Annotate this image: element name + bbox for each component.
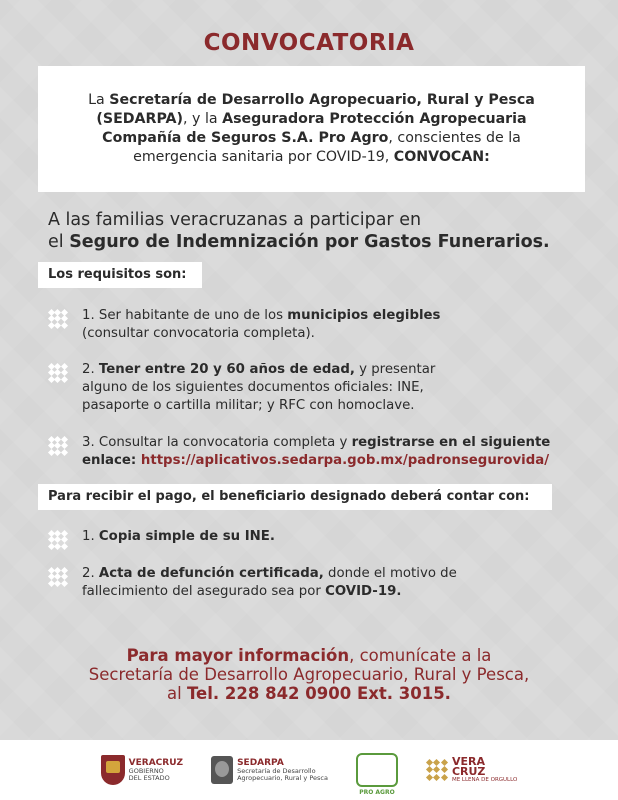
diamond-pattern-icon [48,436,68,456]
page-title: CONVOCATORIA [203,30,415,56]
requirement-item: 3. Consultar la convocatoria completa y registrarse en el siguiente enlace: https://aplicativos.sedarpa.gob.mx/padronsegurovida/ [48,434,588,470]
payment-item: 2. Acta de defunción certificada, donde el motivo de fallecimiento del asegurado sea por COVID-19. [48,565,468,601]
veracruz-government-logo: VERACRUZ GOBIERNO DEL ESTADO [101,755,183,785]
coat-of-arms-icon [101,755,125,785]
diamond-pattern-icon [48,309,68,329]
requirement-item: 2. Tener entre 20 y 60 años de edad, y presentar alguno de los siguientes documentos oficiales: INE, pasaporte o cartilla militar; y RFC con homoclave. [48,361,478,415]
veracruz-logo: VERA CRUZ ME LLENA DE ORGULLO [426,757,517,783]
payment-label: Para recibir el pago, el beneficiario designado deberá contar con: [38,484,552,510]
contact-info: Para mayor información, comunícate a la Secretaría de Desarrollo Agropecuario, Rural y Pesca, al Tel. 228 842 0900 Ext. 3015. [88,646,530,703]
diamond-pattern-icon [48,363,68,383]
diamond-pattern-icon [48,530,68,550]
requirements-label: Los requisitos son: [38,262,202,288]
diamond-pattern-icon [48,567,68,587]
intro-text: La Secretaría de Desarrollo Agropecuario, Rural y Pesca (SEDARPA), y la Aseguradora Protección Agropecuaria Compañía de Seguros S.A. Pro Agro, conscientes de la emergencia sanitaria por COVID-19, CONVOCAN: [88,92,535,165]
proagro-emblem-icon: PRO AGRO [356,753,398,787]
payment-item: 1. Copia simple de su INE. [48,528,468,550]
headline: A las familias veracruzanas a participar en el Seguro de Indemnización por Gastos Funerarios. [48,210,550,252]
logo-bar [0,740,618,800]
sedarpa-emblem-icon [211,756,233,784]
sedarpa-logo: SEDARPA Secretaría de Desarrollo Agropecuario, Rural y Pesca [211,756,328,784]
proagro-logo [356,753,398,796]
diamond-pattern-icon [426,759,448,781]
requirement-item: 1. Ser habitante de uno de los municipios elegibles (consultar convocatoria completa). [48,307,468,343]
intro-box [38,66,585,192]
registration-link[interactable]: https://aplicativos.sedarpa.gob.mx/padronsegurovida/ [140,453,550,468]
